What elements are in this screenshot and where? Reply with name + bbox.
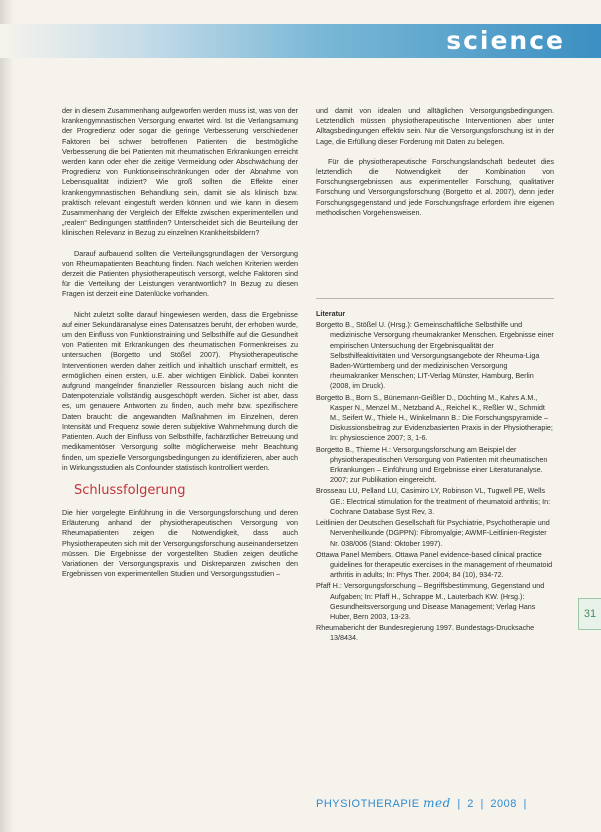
issue-number: 2 — [467, 798, 474, 810]
footer-separator: | — [457, 798, 461, 810]
page-number-tab — [578, 598, 601, 630]
body-paragraph: der in diesem Zusammenhang aufgeworfen werden muss ist, was von der krankengymnastischen Versorgung erwartet wird. Ist die Verlangsamung der Progredienz oder sogar die geringe Verbesserung verschiedener Faktoren bei schwer betroffenen Patienten die bestmögliche Verbesserung die bei Patienten mit rheumatischen Erkrankungen erreicht werden kann oder eher die zeitige Vermeidung oder Abschwächung der Progredienz von Funktionseinschränkungen oder der Abnahme von Lebensqualität indiziert? Wie groß sollten die Effekte einer krankengymnastischen Behandlung sein, damit sie als klinisch bzw. praktisch relevant eingestuft werden können und wie kann in diesem Zusammenhang der Vergleich der Effekte zwischen experimentellen und „realen“ Bedingungen stattfinden? Unterscheidet sich die Beurteilung der klinischen Relevanz in Bezug zu einzelnen Krankheitsbildern? — [62, 106, 298, 238]
reference-item: Borgetto B., Stößel U. (Hrsg.): Gemeinschaftliche Selbsthilfe und medizinische Versorgung rheumakranker Menschen. Ergebnisse einer empirischen Untersuchung der Ergebnisqualität der Selbsthilfeaktivitäten und Versorgungsangebote der Rheuma-Liga Baden-Württemberg und der medizinischen Versorgung rheumakranker Menschen; LIT-Verlag Münster, Hamburg, Berlin (2008, im Druck). — [316, 320, 554, 391]
page-binding-shadow — [0, 0, 14, 832]
section-heading: Schlussfolgerung — [74, 482, 186, 498]
footer-separator: | — [480, 798, 484, 810]
conclusion-paragraph: Die hier vorgelegte Einführung in die Versorgungsforschung und deren Erläuterung anhand der physiotherapeutischen Versorgung von Rheumapatienten zeigen die Notwendigkeit, dass auch Physiotherapeuten sich mit der Versorgungsforschung auseinandersetzen müssen. Die Ergebnisse der vorgestellten Studien zeigen deutliche Variationen der Versorgungspraxis und Diskrepanzen zwischen den Ergebnissen von experimentellen Studien und Versorgungsstudien – — [62, 507, 298, 579]
reference-item: Ottawa Panel Members. Ottawa Panel evidence-based clinical practice guidelines for therapeutic exercises in the management of rheumatoid arthritis in adults; In: Phys Ther. 2004; 84 (10), 934-72. — [316, 549, 553, 580]
reference-item: Borgetto B., Thieme H.: Versorgungsforschung am Beispiel der physiotherapeutischen Versorgung von Patienten mit rheumatischen Erkrankungen – Einführung und Ergebnisse einer Literaturanalyse. 2007; zur Publikation eingereicht. — [316, 444, 548, 485]
body-paragraph: Darauf aufbauend sollten die Verteilungsgrundlagen der Versorgung von Rheumapatienten Beachtung finden. Nach welchen Kriterien werden derzeit die Patienten physiotherapeutisch versorgt, welche Faktoren sind für die Verteilung der Leistungen verantwortlich? In Bezug zu diesen Fragen ist derzeit eine Datenlücke vorhanden. — [62, 248, 298, 299]
reference-item: Rheumabericht der Bundesregierung 1997. Bundestags-Drucksache 13/8434. — [316, 623, 535, 643]
magazine-name: PHYSIOTHERAPIE — [316, 798, 420, 810]
reference-item: Brosseau LU, Pelland LU, Casimiro LY, Robinson VL, Tugwell PE, Wells GE.: Electrical stimulation for the treatment of rheumatoid arthritis; In: Cochrane Database Syst Rev, 3. — [316, 486, 551, 516]
body-paragraph: und damit von idealen und alltäglichen Versorgungsbedingungen. Letztendlich müssen physiotherapeutische Interventionen aber unter Alltagsbedingungen effektiv sein. Nur die Versorgungsforschung ist in der Lage, die Erfüllung dieser Forderung mit Daten zu belegen. — [316, 106, 554, 146]
magazine-suffix: med — [423, 796, 451, 810]
literature-title: Literatur — [316, 309, 346, 319]
reference-item: Leitlinien der Deutschen Gesellschaft für Psychiatrie, Psychotherapie und Nervenheilkunde (DGPPN): Fibromyalgie; AWMF-Leitlinien-Register Nr. 038/006 (Stand: Oktober 1997). — [316, 518, 550, 548]
reference-item: Borgetto B., Born S., Bünemann-Geißler D., Düchting M., Kahrs A.M., Kasper N., Menzel M., Netzband A., Reichel K., Reßler W., Schmidt M., Seifert W., Thiele H., Winkelmann B.: Die Forschungspyramide – Diskussionsbeitrag zur Evidenzbasierten Praxis in der Physiotherapie; In: physioscience 2007; 3, 1-6. — [316, 392, 553, 443]
body-paragraph: Für die physiotherapeutische Forschungslandschaft bedeutet dies letztendlich die Notwendigkeit der Kombination von Forschungsergebnissen aus experimenteller Forschung, qualitativer Forschung und Versorgungsforschung (Borgetto et al. 2007), denn jeder Forschungsgegenstand und jede Forschungsfrage erfordern ihre eigenen methodischen Vorgehensweisen. — [316, 156, 554, 217]
footer-separator: | — [523, 798, 527, 810]
left-column — [62, 106, 298, 589]
magazine-footer — [316, 796, 576, 810]
literature-divider — [316, 298, 554, 299]
column-spacer — [316, 228, 554, 286]
issue-year: 2008 — [490, 798, 517, 810]
page-number: 31 — [583, 608, 597, 620]
section-title: science — [446, 26, 565, 55]
right-column — [316, 106, 554, 645]
body-paragraph: Nicht zuletzt sollte darauf hingewiesen werden, dass die Ergebnisse auf einer Sekundäranalyse eines Datensatzes beruht, der erhoben wurde, um den Einfluss von Funktionstraining und Selbsthilfe auf die Gesundheit von Patienten mit Erkrankungen des rheumatischen Formenkreises zu untersuchen (Borgetto und Stößel 2007). Physiotherapeutische Interventionen werden daher zeitlich und inhaltlich unscharf ermittelt, es ermöglichen einen ersten, u.E. aber wichtigen Einblick. Dabei konnten aufgrund mangelnder finanzieller Ressourcen bislang auch nicht die Datenpotenziale vollständig ausgeschöpft werden. Sicher ist aber, dass es, um genauere Antworten zu finden, auch mehr bzw. spezifischere Daten braucht: die angewandten Maßnahmen im Einzelnen, deren Intensität und Frequenz sowie deren subjektive Wahrnehmung durch die Patienten. Auch der Einfluss von Selbsthilfe, fachärztlicher Betreuung und medikamentöser Versorgung sollte möglicherweise mehr Beachtung finden, um spezielle Versorgungsbedingungen zu identifizieren, aber auch in Wirkungsstudien als Confounder statistisch kontrolliert werden. — [62, 309, 298, 472]
reference-item: Pfaff H.: Versorgungsforschung – Begriffsbestimmung, Gegenstand und Aufgaben; In: Pfaff H., Schrappe M., Lauterbach KW. (Hrsg.): Gesundheitsversorgung und Disease Management; Verlag Hans Huber, Bern 2003, 13-23. — [316, 581, 545, 621]
